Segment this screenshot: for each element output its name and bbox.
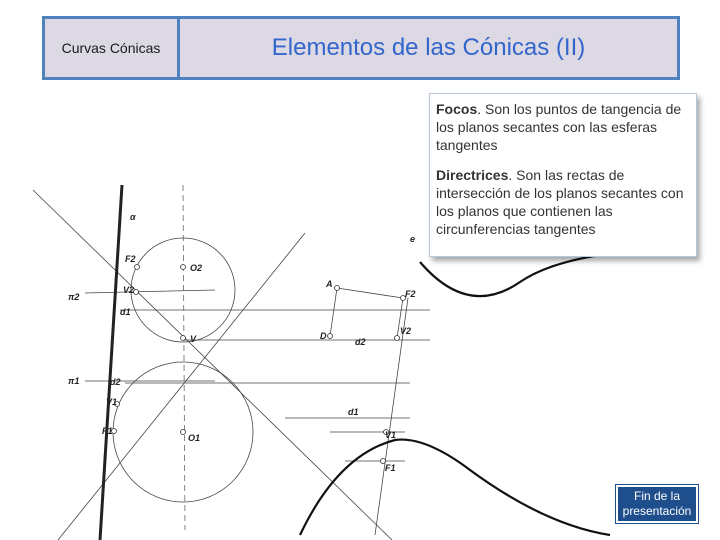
label-v: V [190,334,197,344]
directrices-text: . Son las rectas de intersección de los planos secantes con los planos que contienen las circunferencias tangentes [436,167,684,237]
point-o2 [181,265,186,270]
focos-text: . Son los puntos de tangencia de los planos secantes con las esferas tangentes [436,101,682,153]
definitions-box [429,93,697,257]
label-pi1: π1 [68,376,80,386]
point-o1 [181,430,186,435]
directrices-definition [436,166,690,238]
hyperbola-lower-branch [300,440,610,535]
line-a-d [330,288,337,336]
label-e: e [410,234,416,244]
label-f1-right: F1 [385,463,396,473]
end-presentation-button[interactable]: Fin de la presentación [616,485,698,523]
point-f2-left [135,265,140,270]
secant-plane-trace [100,185,122,540]
label-pi2: π2 [68,292,80,302]
label-v2-right: V2 [400,326,412,336]
generatrix-line-a [33,190,392,540]
label-f1-left: F1 [102,426,113,436]
focos-term: Focos [436,101,478,117]
label-o1: O1 [188,433,201,443]
label-f2-left: F2 [125,254,136,264]
point-d [328,334,333,339]
label-d1-right: d1 [348,407,359,417]
label-v2-left: V2 [123,285,135,295]
section-title: Curvas Cónicas [42,16,180,80]
cone-axis-dashed [183,185,185,530]
generatrix-line-b [58,233,305,540]
page-title: Elementos de las Cónicas (II) [180,16,680,80]
label-alpha: α [130,212,136,222]
sphere-o2 [131,238,235,342]
label-a: A [326,279,333,289]
label-o2: O2 [190,263,203,273]
plane-pi2-line [85,290,215,293]
label-d2-right: d2 [355,337,366,347]
line-a-f2 [337,288,403,298]
label-d1-left: d1 [120,307,131,317]
label-f2-right: F2 [405,289,416,299]
point-a [335,286,340,291]
point-v [181,336,186,341]
label-d2-left: d2 [110,377,121,387]
label-v1-right: V1 [385,430,397,440]
directrices-term: Directrices [436,167,509,183]
label-v1-left: V1 [106,397,118,407]
label-d: D [320,331,327,341]
point-v2-left [134,290,139,295]
point-v2-right [395,336,400,341]
focos-definition [436,100,690,154]
